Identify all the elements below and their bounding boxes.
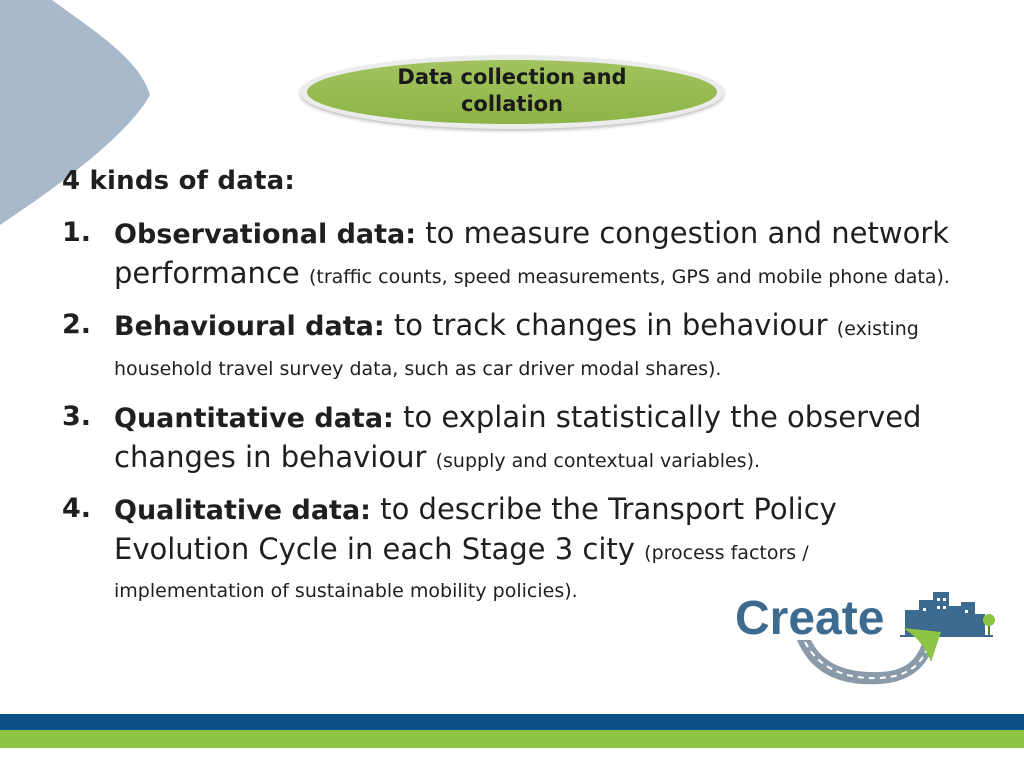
list-item-description: to describe the Transport Policy Evolution Cycle in each Stage 3 city xyxy=(114,492,837,566)
list-item-note: (process factors / implementation of sustainable mobility policies). xyxy=(114,542,809,602)
footer-bar-green xyxy=(0,730,1024,748)
list-item-quantitative xyxy=(62,398,962,476)
list-item-note: (existing household travel survey data, such as car driver modal shares). xyxy=(114,318,919,380)
list-item-behavioural xyxy=(62,306,962,384)
list-item-term: Qualitative data: xyxy=(114,495,371,526)
list-item-observational xyxy=(62,214,962,292)
list-item-term: Behavioural data: xyxy=(114,311,385,342)
list-item-term: Quantitative data: xyxy=(114,403,394,434)
slide-title-badge xyxy=(300,55,724,129)
list-heading: 4 kinds of data: xyxy=(62,166,295,196)
list-item-number: 1. xyxy=(62,217,92,248)
list-item-number: 3. xyxy=(62,401,92,432)
list-item-number: 2. xyxy=(62,309,92,340)
list-item-description: to explain statistically the observed changes in behaviour xyxy=(114,400,922,474)
list-item-description: to measure congestion and network performance xyxy=(114,216,950,290)
list-item-term: Observational data: xyxy=(114,219,417,250)
create-logo xyxy=(735,588,997,692)
slide-content xyxy=(62,166,962,620)
slide-title: Data collection and collation xyxy=(397,65,627,116)
road-swoosh-icon xyxy=(797,640,935,684)
list-item-description: to track changes in behaviour xyxy=(384,308,837,342)
list-item-note: (traffic counts, speed measurements, GPS and mobile phone data). xyxy=(308,266,950,288)
footer-bar-blue xyxy=(0,714,1024,730)
logo-wordmark: Create xyxy=(735,592,885,645)
list-item-note: (supply and contextual variables). xyxy=(435,450,761,472)
list-item-number: 4. xyxy=(62,493,92,524)
